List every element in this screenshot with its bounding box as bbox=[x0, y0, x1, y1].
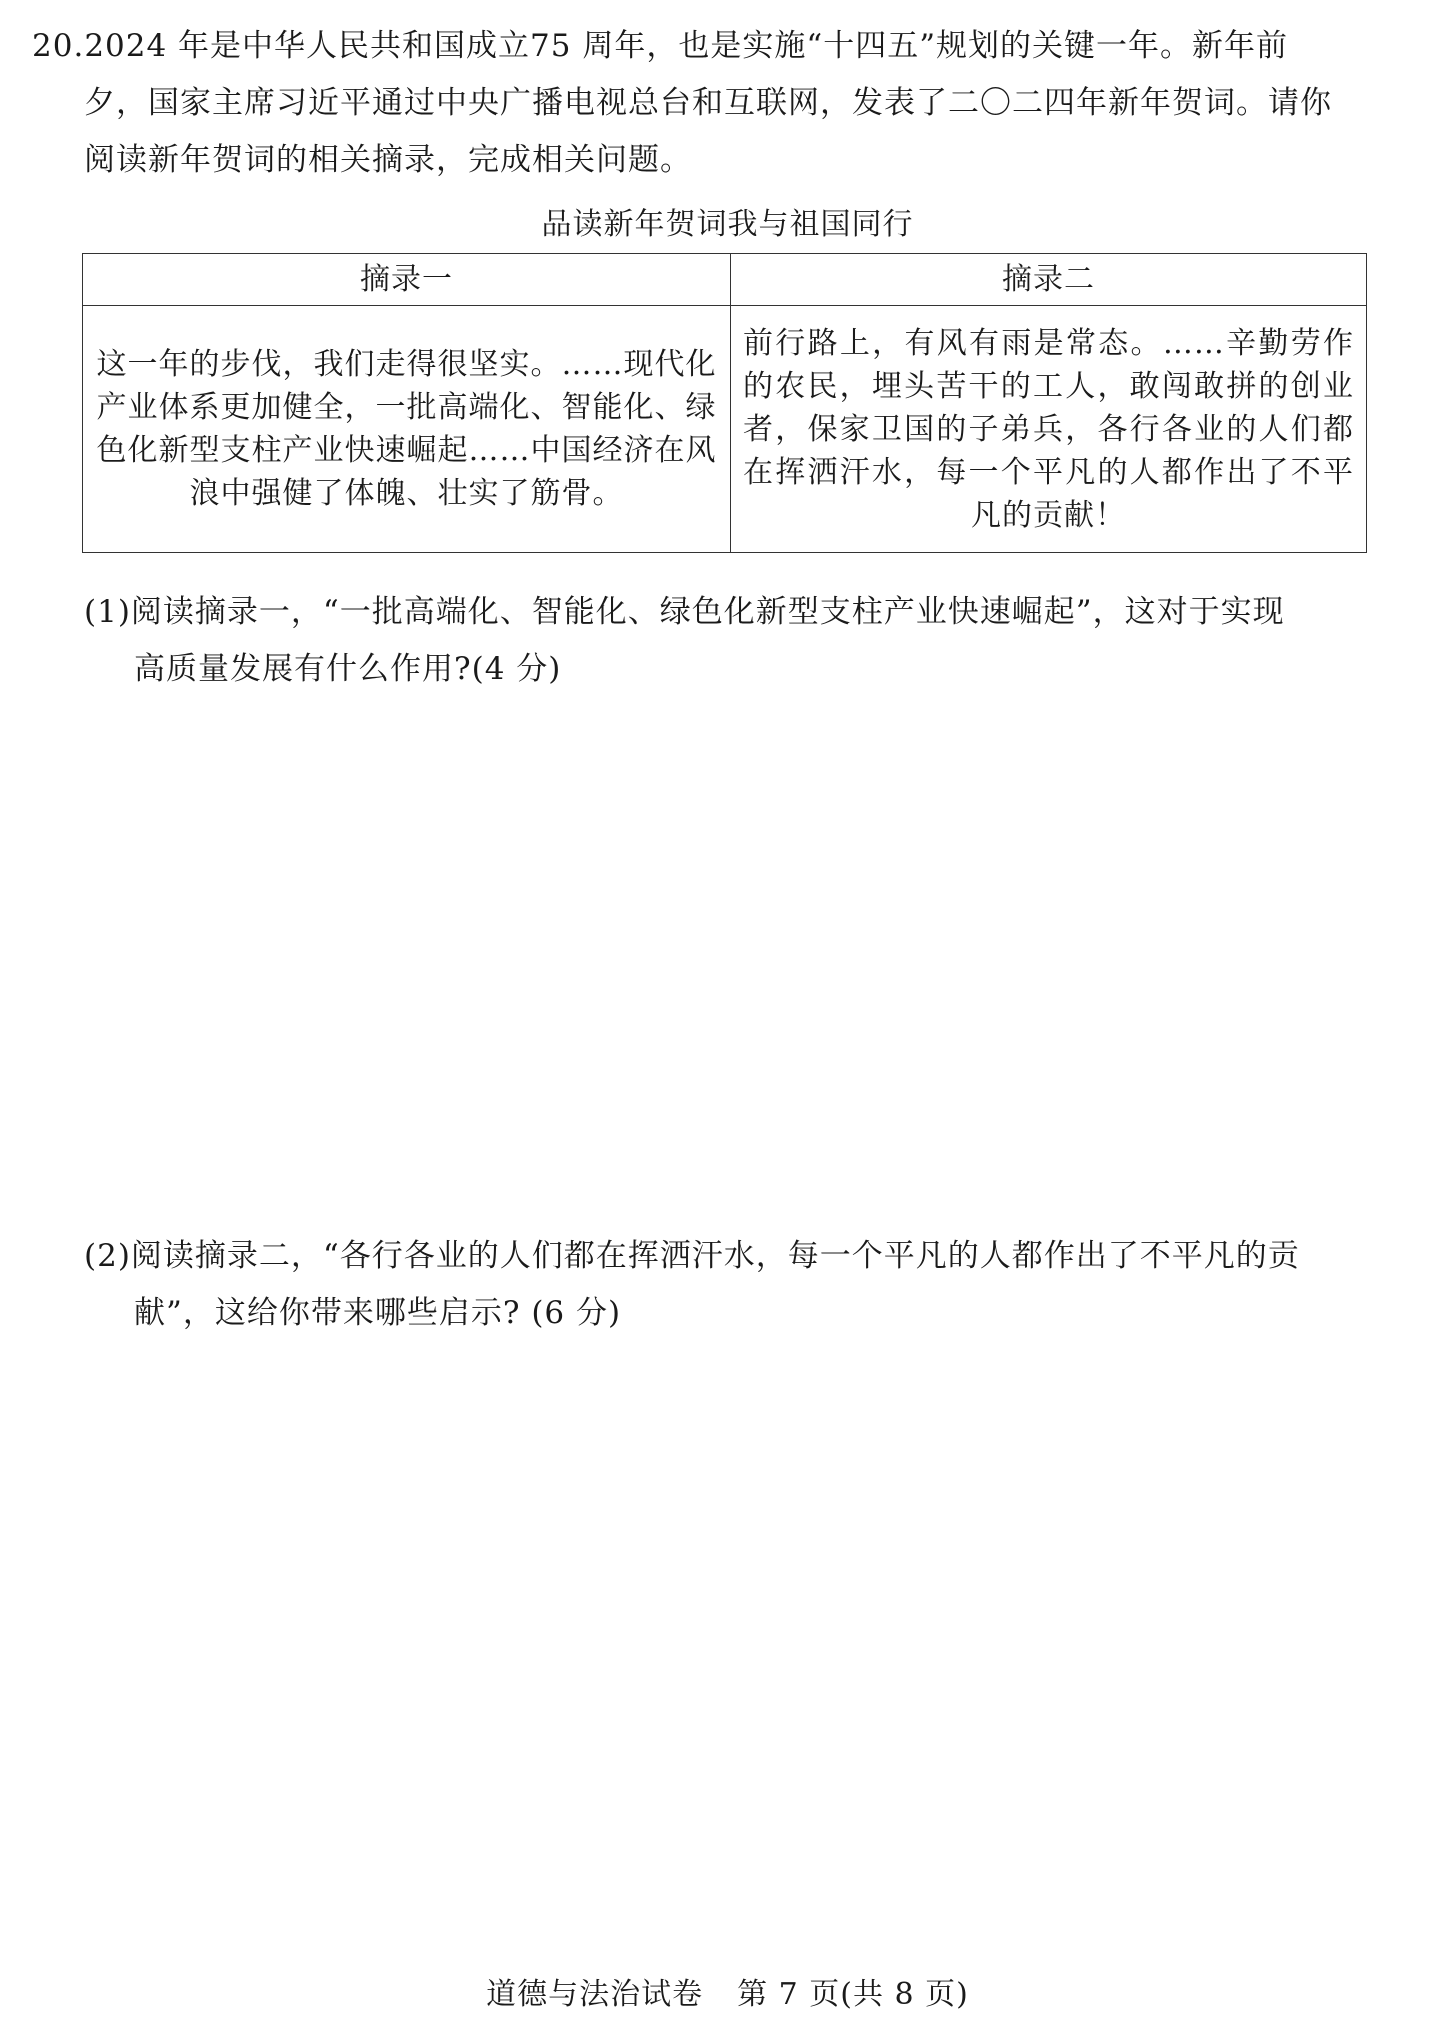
answer-area-1[interactable] bbox=[84, 710, 1374, 1200]
table-row bbox=[83, 306, 1367, 553]
intro-line-3: 阅读新年贺词的相关摘录，完成相关问题。 bbox=[84, 142, 692, 178]
intro-line-1: 20.2024 年是中华人民共和国成立75 周年，也是实施“十四五”规划的关键一年。新年前 bbox=[32, 28, 1289, 64]
intro-line-2: 夕，国家主席习近平通过中央广播电视总台和互联网，发表了二〇二四年新年贺词。请你 bbox=[84, 85, 1332, 121]
subquestion-1-line-2: 高质量发展有什么作用?(4 分) bbox=[134, 651, 562, 687]
question-number: 20. bbox=[32, 28, 85, 64]
question-20-intro bbox=[32, 18, 1392, 189]
subquestion-1-line-1: (1)阅读摘录一，“一批高端化、智能化、绿色化新型支柱产业快速崛起”，这对于实现 bbox=[84, 594, 1285, 630]
page-footer bbox=[0, 1975, 1455, 2015]
subquestion-1 bbox=[84, 584, 1394, 698]
footer-page-number: 第 7 页(共 8 页) bbox=[737, 1977, 969, 2012]
subquestion-2-line-1: (2)阅读摘录二，“各行各业的人们都在挥洒汗水，每一个平凡的人都作出了不平凡的贡 bbox=[84, 1238, 1300, 1274]
excerpt-1-text: 这一年的步伐，我们走得很坚实。……现代化产业体系更加健全，一批高端化、智能化、绿色化新型支柱产业快速崛起……中国经济在风浪中强健了体魄、壮实了筋骨。 bbox=[83, 306, 731, 553]
answer-area-2[interactable] bbox=[84, 1350, 1374, 1950]
subquestion-2 bbox=[84, 1228, 1394, 1342]
excerpt-2-text: 前行路上，有风有雨是常态。……辛勤劳作的农民，埋头苦干的工人，敢闯敢拼的创业者，保家卫国的子弟兵，各行各业的人们都在挥洒汗水，每一个平凡的人都作出了不平凡的贡献！ bbox=[731, 306, 1367, 553]
excerpts-table bbox=[82, 253, 1367, 553]
table-header-row bbox=[83, 254, 1367, 306]
table-title: 品读新年贺词我与祖国同行 bbox=[541, 207, 914, 242]
subquestion-2-line-2: 献”，这给你带来哪些启示? (6 分) bbox=[134, 1295, 622, 1331]
footer-subject: 道德与法治试卷 bbox=[486, 1977, 704, 2012]
header-excerpt-2: 摘录二 bbox=[731, 254, 1367, 306]
header-excerpt-1: 摘录一 bbox=[83, 254, 731, 306]
